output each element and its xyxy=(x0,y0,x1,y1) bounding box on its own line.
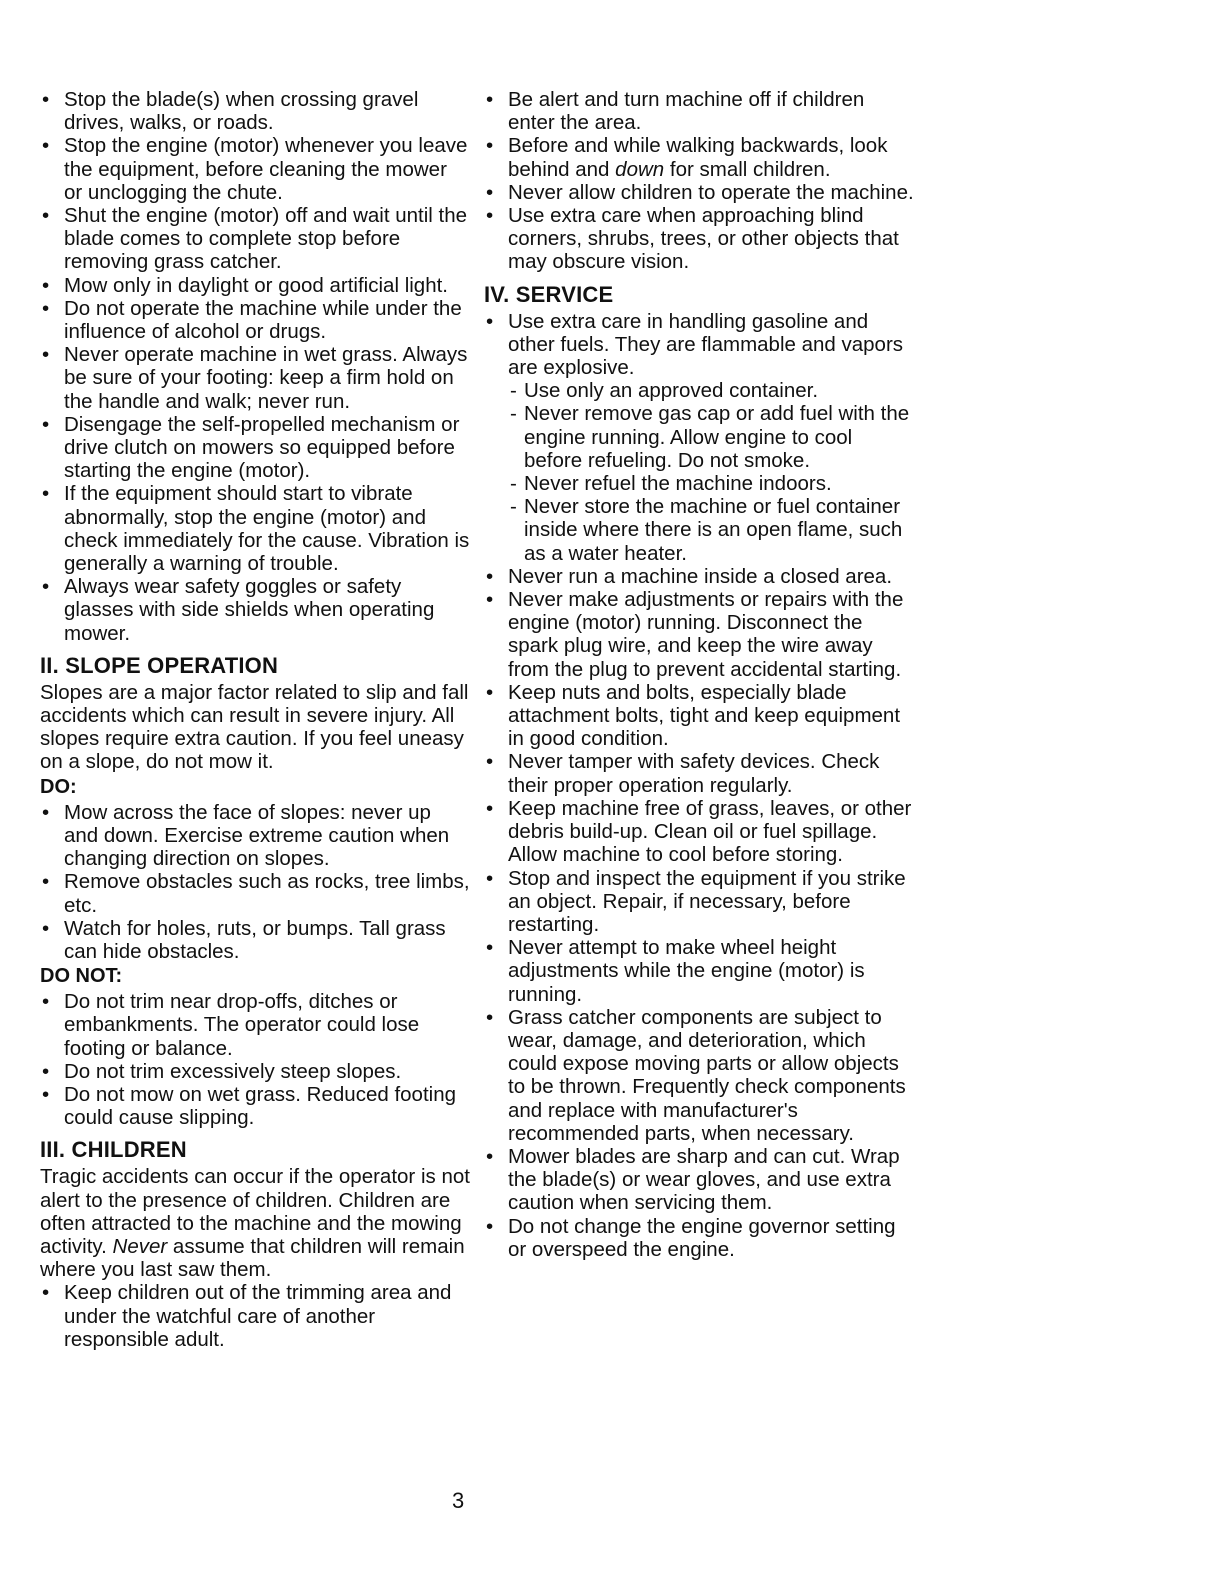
service-list xyxy=(484,310,914,1261)
list-item xyxy=(484,310,914,565)
list-item: • Shut the engine (motor) off and wait until the blade comes to complete stop before removing grass catcher. xyxy=(40,204,470,274)
do-not-label: DO NOT: xyxy=(40,965,123,988)
list-item: • Do not trim excessively steep slopes. xyxy=(40,1060,470,1083)
sub-list-item: - Never remove gas cap or add fuel with the engine running. Allow engine to cool before refueling. Do not smoke. xyxy=(510,402,914,472)
children-list xyxy=(40,1281,470,1351)
sub-list-item: - Use only an approved container. xyxy=(510,379,914,402)
do-not-list xyxy=(40,990,470,1129)
fuel-sublist xyxy=(508,379,914,565)
list-item-text: Before and while walking backwards, look behind and xyxy=(508,134,888,181)
list-item: • Never tamper with safety devices. Check their proper operation regularly. xyxy=(484,750,914,796)
list-item: • Never run a machine inside a closed area. xyxy=(484,565,914,588)
children-intro-emphasis: Never xyxy=(112,1234,168,1258)
sub-list-item: - Never refuel the machine indoors. xyxy=(510,472,914,495)
children-heading: III. CHILDREN xyxy=(40,1137,187,1163)
list-item xyxy=(484,134,914,180)
list-item-text-end: for small children. xyxy=(669,157,831,181)
slope-intro: Slopes are a major factor related to slip and fall accidents which can result in severe injury. All slopes require extra caution. If you feel uneasy on a slope, do not mow it. xyxy=(40,680,469,774)
list-item: • Always wear safety goggles or safety glasses with side shields when operating mower. xyxy=(40,575,470,645)
list-item: • Remove obstacles such as rocks, tree limbs, etc. xyxy=(40,870,470,916)
list-item: • Use extra care when approaching blind corners, shrubs, trees, or other objects that may obscure vision. xyxy=(484,204,914,274)
children-intro-text: Tragic accidents can occur if the operator is not alert to the presence of children. Children are often attracted to the machine and the mowing activity. xyxy=(40,1165,470,1258)
service-heading: IV. SERVICE xyxy=(484,281,614,307)
slope-operation-heading: II. SLOPE OPERATION xyxy=(40,652,279,678)
list-item: • Mow across the face of slopes: never up and down. Exercise extreme caution when changing direction on slopes. xyxy=(40,801,470,871)
list-item: • Stop the engine (motor) whenever you leave the equipment, before cleaning the mower or unclogging the chute. xyxy=(40,134,470,204)
list-item: • Mower blades are sharp and can cut. Wrap the blade(s) or wear gloves, and use extra caution when servicing them. xyxy=(484,1145,914,1215)
list-item: • Keep machine free of grass, leaves, or other debris build-up. Clean oil or fuel spillage. Allow machine to cool before storing. xyxy=(484,797,914,867)
page-number: 3 xyxy=(452,1488,465,1513)
list-item: • If the equipment should start to vibrate abnormally, stop the engine (motor) and check immediately for the cause. Vibration is generally a warning of trouble. xyxy=(40,482,470,575)
list-item: • Do not trim near drop-offs, ditches or embankments. The operator could lose footing or balance. xyxy=(40,990,470,1060)
list-item: • Stop the blade(s) when crossing gravel drives, walks, or roads. xyxy=(40,88,470,134)
list-item: • Watch for holes, ruts, or bumps. Tall grass can hide obstacles. xyxy=(40,917,470,963)
list-item-emphasis: down xyxy=(615,157,665,181)
children-intro-text-end: assume that children will remain where you last saw them. xyxy=(40,1234,465,1282)
list-item: • Mow only in daylight or good artificial light. xyxy=(40,274,470,297)
list-item: • Never allow children to operate the machine. xyxy=(484,181,914,204)
left-column xyxy=(40,88,470,1351)
safety-list xyxy=(40,88,470,645)
do-list xyxy=(40,801,470,963)
list-item: • Do not mow on wet grass. Reduced footing could cause slipping. xyxy=(40,1083,470,1129)
list-item: • Do not change the engine governor setting or overspeed the engine. xyxy=(484,1215,914,1261)
list-item: • Never attempt to make wheel height adjustments while the engine (motor) is running. xyxy=(484,936,914,1006)
list-item: • Never make adjustments or repairs with the engine (motor) running. Disconnect the spark plug wire, and keep the wire away from the plug to prevent accidental starting. xyxy=(484,588,914,681)
list-item: • Be alert and turn machine off if children enter the area. xyxy=(484,88,914,134)
list-item: • Keep nuts and bolts, especially blade attachment bolts, tight and keep equipment in good condition. xyxy=(484,681,914,751)
right-column xyxy=(484,88,914,1261)
do-label: DO: xyxy=(40,775,77,798)
list-item: • Stop and inspect the equipment if you strike an object. Repair, if necessary, before restarting. xyxy=(484,867,914,937)
fuel-item-text: Use extra care in handling gasoline and other fuels. They are flammable and vapors are explosive. xyxy=(508,309,904,380)
sub-list-item: - Never store the machine or fuel container inside where there is an open flame, such as a water heater. xyxy=(510,495,914,565)
list-item: • Keep children out of the trimming area and under the watchful care of another responsible adult. xyxy=(40,1281,470,1351)
children-continued-list xyxy=(484,88,914,274)
list-item: • Disengage the self-propelled mechanism or drive clutch on mowers so equipped before starting the engine (motor). xyxy=(40,413,470,483)
list-item: • Do not operate the machine while under the influence of alcohol or drugs. xyxy=(40,297,470,343)
children-intro xyxy=(40,1165,470,1281)
list-item: • Grass catcher components are subject to wear, damage, and deterioration, which could expose moving parts or allow objects to be thrown. Frequently check components and replace with manufacturer's recommended parts, when necessary. xyxy=(484,1006,914,1145)
list-item: • Never operate machine in wet grass. Always be sure of your footing: keep a firm hold on the handle and walk; never run. xyxy=(40,343,470,413)
